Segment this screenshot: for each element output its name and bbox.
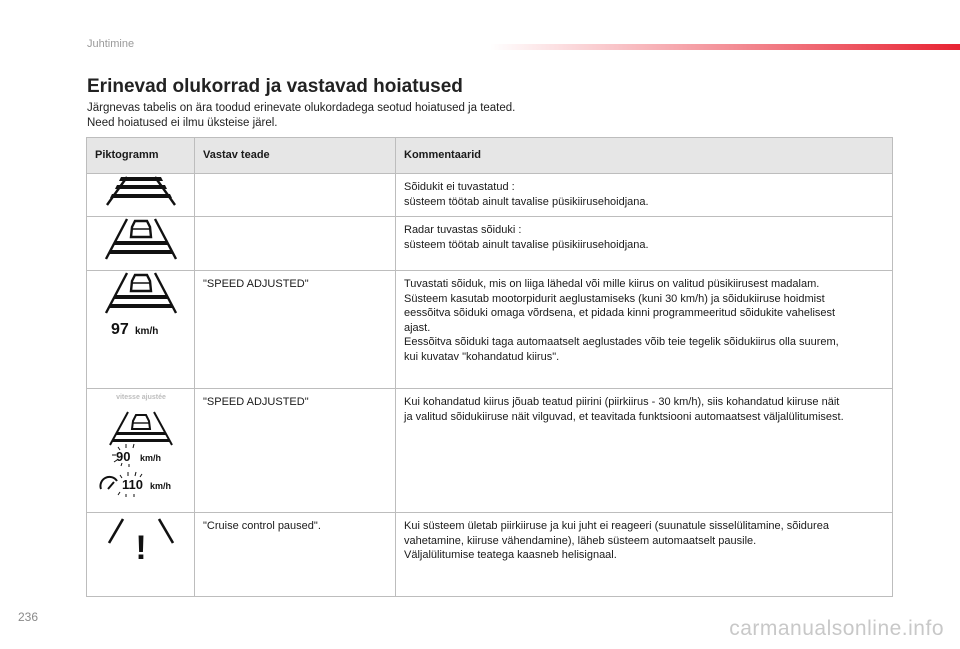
comment-line: vahetamine, kiiruse vähendamine), läheb süsteem automaatselt pausile. [404, 534, 757, 547]
comment-line: Süsteem kasutab mootorpidurit aeglustamiseks (kuni 30 km/h) ja sõidukiiruse hoidmist [404, 292, 825, 305]
speed-limit-flashing-icon [96, 389, 186, 505]
pictogram-cell [87, 174, 195, 217]
warning-exclamation-icon [101, 513, 181, 563]
page-number: 236 [18, 610, 39, 624]
section-label: Juhtimine [87, 38, 135, 50]
table-header-row [87, 138, 893, 174]
message-cell [195, 217, 396, 271]
icon-speed-value: 97 [110, 321, 129, 338]
header-accent-bar [490, 44, 960, 50]
page-title: Erinevad olukorrad ja vastavad hoiatused [87, 76, 463, 97]
comment-cell [396, 174, 893, 217]
comment-cell [396, 271, 893, 389]
column-header-comments: Kommentaarid [396, 138, 893, 174]
comment-line: süsteem töötab ainult tavalise püsikiirusehoidjana. [404, 195, 649, 208]
pictogram-cell [87, 513, 195, 597]
column-header-pictogram: Piktogramm [87, 138, 195, 174]
intro-line: Need hoiatused ei ilmu üksteise järel. [87, 117, 278, 129]
lane-lines-icon [101, 174, 181, 208]
pictogram-cell [87, 271, 195, 389]
icon-caption: vitesse ajustée [115, 394, 166, 401]
comment-cell [396, 217, 893, 271]
exclamation-glyph: ! [134, 529, 147, 563]
intro-text [87, 101, 515, 131]
comment-cell [396, 389, 893, 513]
comment-line: Väljalülitumise teatega kaasneb helisignaal. [404, 549, 617, 562]
table-row [87, 513, 893, 597]
comment-line: ajast. [404, 321, 431, 334]
comment-line: Eessõitva sõiduki taga automaatselt aeglustades võib teie tegelik sõidukiirus olla suurem, [404, 336, 839, 349]
column-header-message: Vastav teade [195, 138, 396, 174]
message-cell [195, 174, 396, 217]
comment-line: Kui süsteem ületab piirkiiruse ja kui juht ei reageeri (suunatule sisselülitamine, sõidurea [404, 520, 829, 532]
message-cell: "SPEED ADJUSTED" [195, 271, 396, 389]
comment-cell [396, 513, 893, 597]
table-row [87, 389, 893, 513]
icon-speed-unit: km/h [139, 453, 161, 463]
detected-vehicle-icon [101, 217, 181, 261]
warnings-table [86, 137, 893, 597]
icon-speed-b: 110 [121, 477, 143, 492]
comment-line: kui kuvatav "kohandatud kiirus". [404, 350, 560, 363]
pictogram-cell [87, 389, 195, 513]
table-row [87, 174, 893, 217]
table-row [87, 217, 893, 271]
watermark: carmanualsonline.info [729, 617, 944, 640]
comment-line: Kui kohandatud kiirus jõuab teatud piirini (piirkiirus - 30 km/h), siis kohandatud kiiruse näit [404, 396, 840, 408]
pictogram-cell [87, 217, 195, 271]
adjusted-speed-icon [99, 271, 183, 343]
icon-speed-a: 90 [115, 449, 130, 464]
table-row [87, 271, 893, 389]
icon-speed-unit: km/h [149, 481, 171, 491]
icon-speed-unit: km/h [134, 326, 158, 337]
message-cell: "SPEED ADJUSTED" [195, 389, 396, 513]
comment-line: eessõitva sõiduki omaga võrdsena, et pidada kinni programmeeritud sõidukite vahelisest [404, 307, 836, 320]
comment-line: süsteem töötab ainult tavalise püsikiirusehoidjana. [404, 238, 649, 251]
comment-line: Tuvastati sõiduk, mis on liiga lähedal või mille kiirus on valitud püsikiirusest madalam. [404, 278, 820, 290]
comment-line: ja valitud sõidukiiruse näit vilguvad, et teavitada funktsiooni automaatsest väljalülitumisest. [404, 410, 844, 423]
comment-line: Radar tuvastas sõiduki : [404, 224, 522, 236]
intro-line: Järgnevas tabelis on ära toodud erinevate olukordadega seotud hoiatused ja teated. [87, 102, 516, 114]
comment-line: Sõidukit ei tuvastatud : [404, 181, 515, 193]
message-cell: "Cruise control paused". [195, 513, 396, 597]
